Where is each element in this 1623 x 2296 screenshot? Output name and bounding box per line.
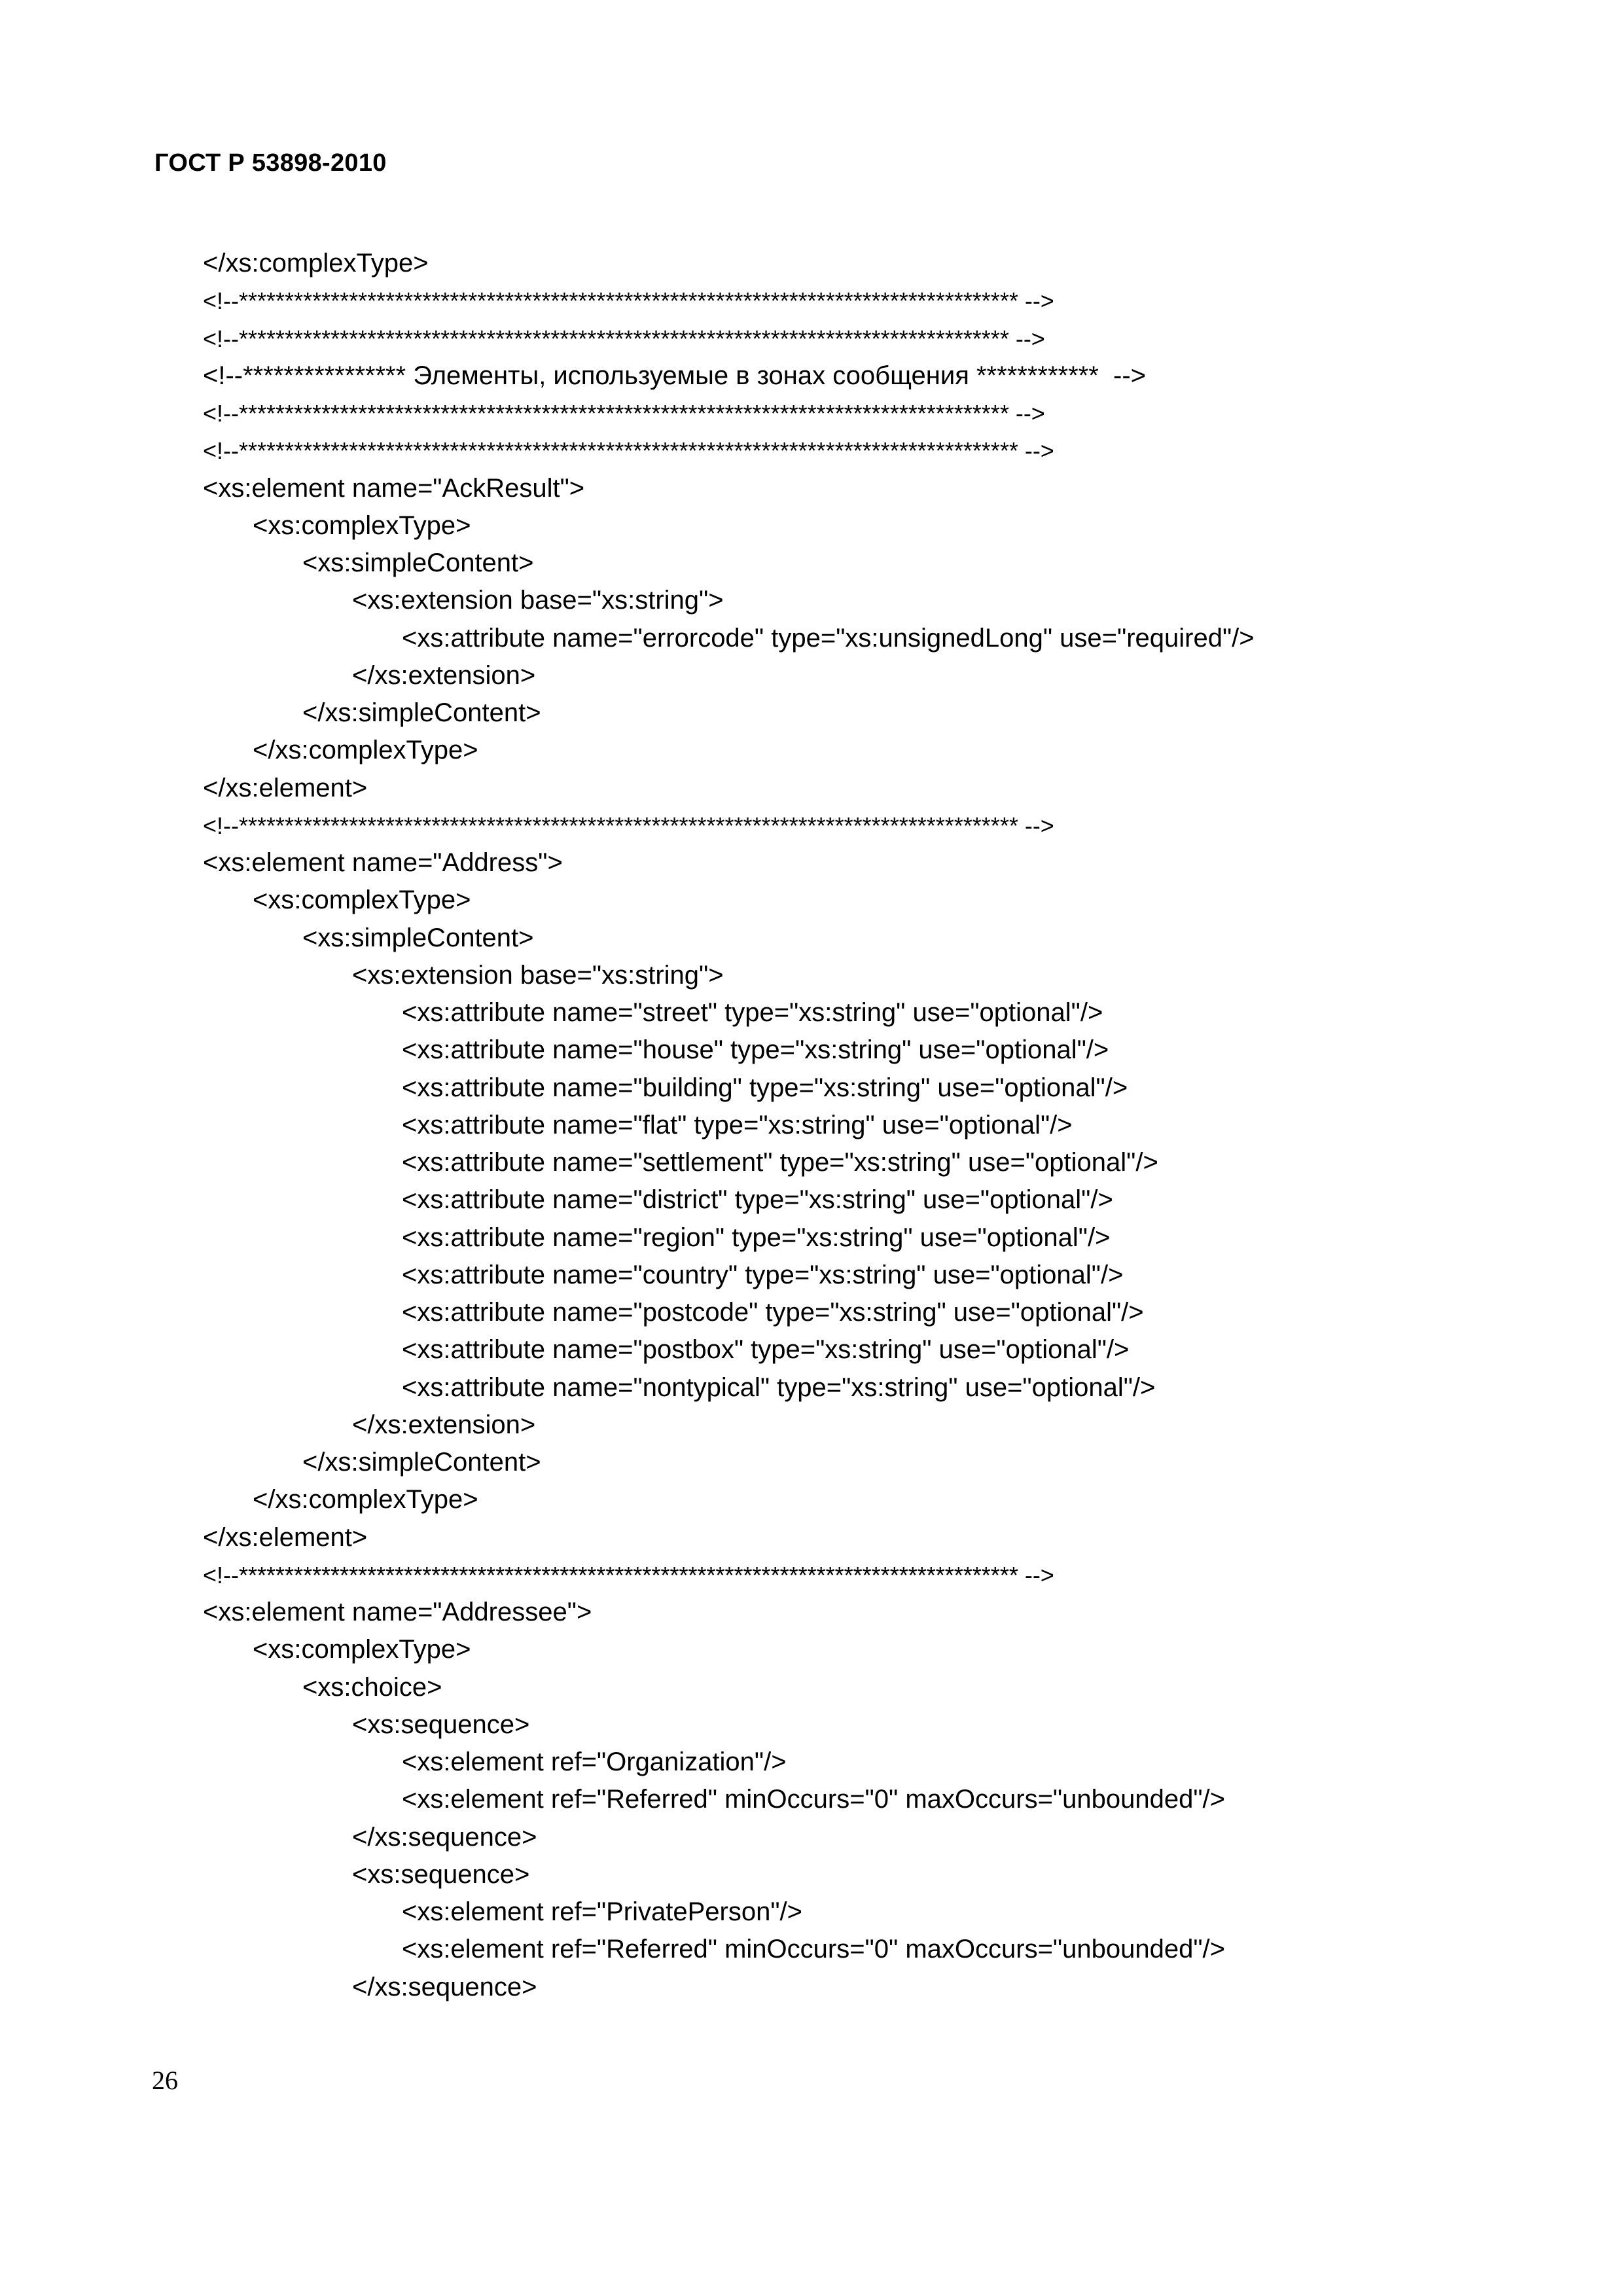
code-line: </xs:extension>	[352, 660, 536, 690]
code-line: <!--************************************************************************************ -->	[203, 400, 1045, 427]
code-line: <xs:element name="Address">	[203, 848, 563, 877]
document-header-title: ГОСТ Р 53898-2010	[154, 149, 387, 177]
code-line: <!--************************************************************************************* -->	[203, 287, 1054, 315]
code-line: <xs:simpleContent>	[302, 923, 534, 952]
code-line: </xs:sequence>	[352, 1972, 537, 2001]
code-line: <xs:attribute name="settlement" type="xs:string" use="optional"/>	[402, 1148, 1158, 1177]
code-line: <xs:attribute name="postcode" type="xs:string" use="optional"/>	[402, 1298, 1144, 1327]
code-line: <!--************************************************************************************* -->	[203, 437, 1054, 465]
code-line: </xs:element>	[203, 773, 368, 802]
code-line: <xs:attribute name="district" type="xs:string" use="optional"/>	[402, 1185, 1113, 1215]
code-line: <!--************************************************************************************* -->	[203, 812, 1054, 839]
code-line: <xs:complexType>	[253, 886, 471, 915]
code-line: </xs:complexType>	[253, 736, 478, 765]
code-line: <xs:attribute name="errorcode" type="xs:unsignedLong" use="required"/>	[402, 623, 1255, 653]
code-line: <xs:sequence>	[352, 1859, 530, 1889]
code-line: <xs:attribute name="country" type="xs:string" use="optional"/>	[402, 1260, 1124, 1289]
xml-schema-listing	[203, 245, 1577, 2006]
code-line: <xs:element name="Addressee">	[203, 1598, 592, 1626]
code-line: <xs:sequence>	[352, 1710, 530, 1739]
code-line: <xs:simpleContent>	[302, 548, 534, 577]
code-line: <xs:complexType>	[253, 1635, 471, 1664]
code-line: <xs:attribute name="building" type="xs:string" use="optional"/>	[402, 1073, 1128, 1102]
code-line: </xs:element>	[203, 1522, 368, 1552]
code-line: </xs:extension>	[352, 1410, 536, 1439]
code-line: <xs:attribute name="flat" type="xs:string" use="optional"/>	[402, 1110, 1073, 1139]
code-line: <xs:attribute name="nontypical" type="xs:string" use="optional"/>	[402, 1372, 1156, 1402]
code-line: <xs:choice>	[302, 1672, 442, 1702]
code-line: <xs:element ref="Organization"/>	[402, 1748, 787, 1776]
code-line: <xs:attribute name="postbox" type="xs:string" use="optional"/>	[402, 1335, 1130, 1365]
code-line: <xs:complexType>	[253, 511, 471, 540]
code-line: </xs:sequence>	[352, 1822, 537, 1852]
code-line: <xs:element ref="PrivatePerson"/>	[402, 1897, 803, 1926]
code-line: <xs:element ref="Referred" minOccurs="0" maxOccurs="unbounded"/>	[402, 1935, 1226, 1964]
code-line: <xs:element name="AckResult">	[203, 473, 585, 503]
code-line: <xs:attribute name="street" type="xs:string" use="optional"/>	[402, 998, 1103, 1027]
code-line: <!--************************************************************************************* -->	[203, 1561, 1054, 1588]
code-line: </xs:complexType>	[203, 249, 429, 278]
code-line: <xs:element ref="Referred" minOccurs="0" maxOccurs="unbounded"/>	[402, 1785, 1226, 1814]
code-line: </xs:simpleContent>	[302, 1448, 541, 1477]
code-line: <xs:extension base="xs:string">	[352, 586, 724, 615]
code-line: <!--************************************************************************************ -->	[203, 325, 1045, 352]
page-number: 26	[152, 2066, 178, 2095]
code-line: <xs:attribute name="house" type="xs:string" use="optional"/>	[402, 1035, 1109, 1065]
code-line: </xs:simpleContent>	[302, 698, 541, 727]
code-line: <!--**************** Элементы, используемые в зонах сообщения ************ -->	[203, 361, 1147, 390]
code-line: <xs:extension base="xs:string">	[352, 960, 724, 990]
code-line: <xs:attribute name="region" type="xs:string" use="optional"/>	[402, 1223, 1111, 1252]
code-line: </xs:complexType>	[253, 1485, 478, 1515]
